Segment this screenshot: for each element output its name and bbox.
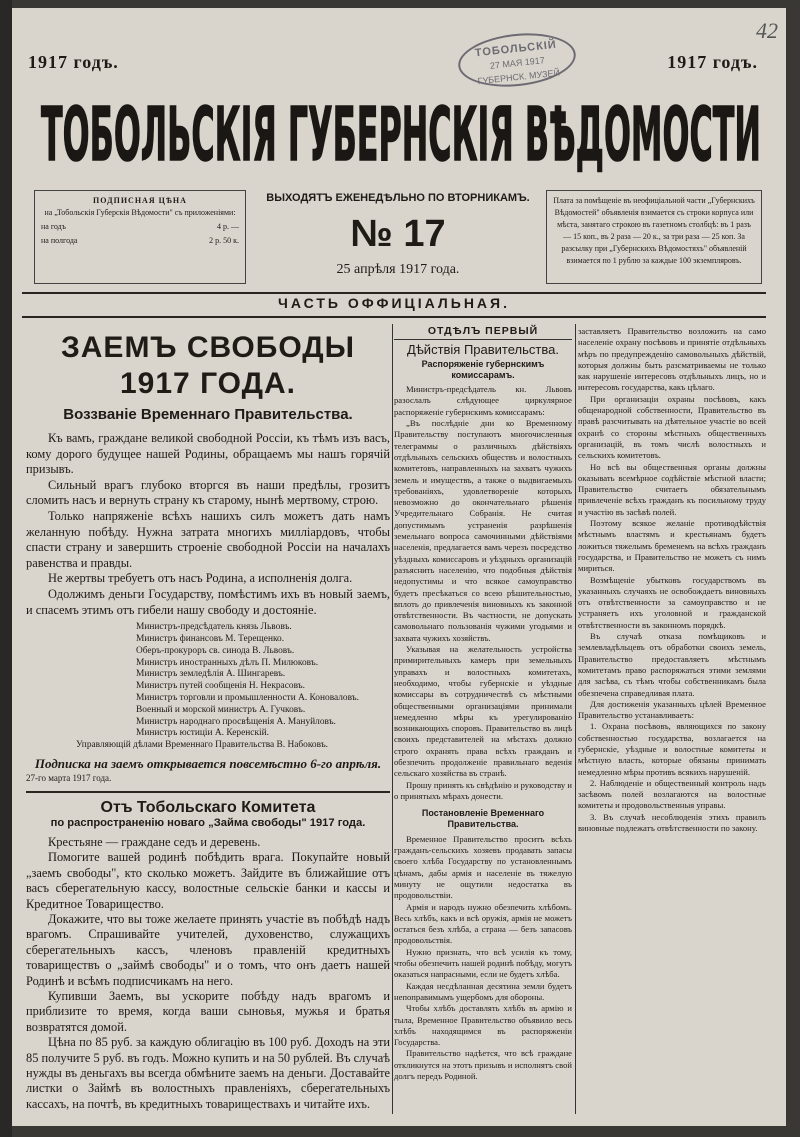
- page-edge: [0, 0, 12, 1137]
- price-value: 4 р. —: [217, 222, 239, 231]
- loan-paragraph: Сильный врагъ глубоко вторгся въ наши предѣлы, грозитъ сломить насъ и вернуть страну къ старому, нынѣ мертвому, строю.: [26, 477, 390, 508]
- decree-paragraph: Армія и народъ нужно обезпечить хлѣбомъ. Весь хлѣбъ, какъ и всѣ оружія, армія не можетъ остаться безъ хлѣба, а страна — безъ запасовъ продовольствія.: [394, 901, 572, 946]
- order-title: Распоряженіе губернскимъ комиссарамъ.: [421, 358, 545, 380]
- subscription-opening-note: Подписка на заемъ открывается повсемѣстно 6-го апрѣля.: [34, 755, 382, 771]
- minister-signature: Министръ путей сообщенія Н. Некрасовъ.: [136, 681, 305, 692]
- year-left: 1917 годъ.: [28, 52, 119, 72]
- committee-paragraph: Купивши Заемъ, вы ускорите побѣду надъ врагомъ и приблизите то время, когда ваши сыновья, мужья и братья возвратятся домой.: [26, 988, 390, 1034]
- article-paragraph: 1. Охрана посѣвовъ, являющихся по закону собственностью государства, возлагается на губернскіе, уѣздные и волостные комитеты и мѣстную власть, которые обязаны принимать немедленно мѣры противъ всякихъ нарушеній.: [578, 721, 766, 777]
- appeal-heading: Воззваніе Временнаго Правительства.: [63, 406, 353, 423]
- minister-signature: Министръ юстиціи А. Керенскій.: [136, 728, 269, 739]
- continuation-column: [578, 326, 766, 834]
- committee-subtitle: по распространенію новаго „Займа свободы" 1917 года.: [50, 816, 366, 829]
- article-paragraph: 3. Въ случаѣ несоблюденія этихъ правилъ виновные подлежатъ отвѣтственности по закону.: [578, 811, 766, 834]
- article-paragraph: Поэтому всякое желаніе противодѣйствія мѣстнымъ властямъ и крестьянамъ будетъ ложиться тяжелымъ бременемъ на всѣхъ гражданъ государства, и Правительство не можетъ съ нимъ мириться.: [578, 518, 766, 574]
- appeal-date: 27-го марта 1917 года.: [26, 772, 112, 783]
- minister-signature: Министръ торговли и промышленности А. Коноваловъ.: [136, 692, 359, 703]
- committee-paragraph: Докажите, что вы тоже желаете принять участіе въ побѣдѣ надъ врагомъ. Спрашивайте учителей, духовенство, служащихъ сберегательныхъ кассъ, членовъ правленій кредитныхъ товариществъ о „займѣ свободы" и о томъ, что онъ даетъ нашей Родинѣ и всѣмъ подписчикамъ на него.: [26, 911, 390, 988]
- committee-paragraph: Помогите вашей родинѣ побѣдить врага. Покупайте новый „заемъ свободы", кто сколько можетъ. Зайдите въ ближайшие отъ васъ сберегательную кассу, волостные сельскіе банки и кассы и Кредитное Товарищество.: [26, 850, 390, 911]
- official-part-heading: ЧАСТЬ ОФФИЦІАЛЬНАЯ.: [278, 295, 510, 311]
- article-paragraph: заставляетъ Правительство возложить на само населеніе охрану посѣвовъ и принятіе отдѣльныхъ мѣръ по предупрежденію самовольныхъ дѣйствій, которыя должны быть разсматриваемы не только как нарушеніе интересовъ отдѣльныхъ лицъ, но и интересовъ государства, какъ цѣлаго.: [578, 326, 766, 393]
- article-paragraph: Въ случаѣ отказа помѣщиковъ и землевладѣльцевъ отъ обработки своихъ земель, Правительство предоставляетъ мѣстнымъ комитетамъ право распоряжаться этими землями для засѣва, съ тѣмъ чтобы собственникамъ была обезпечена справедливая плата.: [578, 631, 766, 698]
- subscription-box: [34, 190, 246, 284]
- price-label: на годъ: [41, 222, 66, 231]
- committee-title: Отъ Тобольскаго Комитета: [100, 798, 316, 816]
- article-paragraph: Возмѣщеніе убытковъ государствомъ въ указанныхъ случаяхъ не освобождаетъ виновныхъ отъ отвѣтственности за самоуправство и не устраняетъ ихъ уголовной и гражданской отвѣтственности въ законномъ порядкѣ.: [578, 574, 766, 630]
- committee-paragraph: Крестьяне — граждане седъ и деревень.: [48, 834, 261, 849]
- price-row-half: [41, 235, 239, 247]
- article-paragraph: При организаціи охраны посѣвовъ, какъ общенародной собственности, Правительство въ правѣ разсчитывать на дѣятельное участіе во всей охранѣ со стороны мѣстныхъ общественныхъ организацій, въ томъ числѣ волостныхъ и сельскихъ комитетовъ.: [578, 393, 766, 461]
- decree-paragraph: Чтобы хлѣбъ доставлять хлѣбъ въ армію и тыла, Временное Правительство объявило весь хлѣбъ находящимся въ распоряженіи Государства.: [394, 1003, 572, 1048]
- stamp-line-3: ГУБЕРНСК. МУЗЕЙ: [477, 67, 561, 87]
- loan-paragraph: Одолжимъ деньги Государству, помѣстимъ ихъ въ новый заемъ, и спасемъ этимъ отъ гибели нашу свободу и достояніе.: [26, 586, 390, 617]
- issue-number: № 17: [350, 213, 446, 255]
- archive-number: 42: [756, 18, 778, 43]
- committee-paragraph: Цѣна по 85 руб. за каждую облигацію въ 100 руб. Доходъ на эти 85 получите 5 руб. въ годъ. Можно купить и на 50 рублей. Въ случаѣ нужды въ деньгахъ вы всегда обмѣните заемъ на деньги. Доставайте листки о Займѣ въ волостныхъ правленіяхъ, сберегательныхъ кассахъ, на почтѣ, въ кредитныхъ товариществахъ и читайте ихъ.: [26, 1035, 390, 1111]
- publication-schedule: ВЫХОДЯТЪ ЕЖЕНЕДѢЛЬНО ПО ВТОРНИКАМЪ.: [266, 192, 530, 204]
- decree-paragraph: Каждая несдѣланная десятина земли будетъ непоправимымъ ущербомъ для обороны.: [394, 980, 572, 1002]
- article-paragraph: Но всѣ вы общественныя органы должны оказывать всемѣрное содѣйствіе мѣстной власти; Правительство считаетъ обязательнымъ привлеченіе всѣхъ гражданъ къ посильному труду и участію въ засѣвѣ полей.: [578, 461, 766, 517]
- minister-signature: Министръ иностранныхъ дѣлъ П. Милюковъ.: [136, 657, 319, 668]
- ads-rates-box: Плата за помѣщеніе въ неофиціальной части „Губернскихъ Вѣдомостей" объявленія взимается съ строки корпуса или мѣста, занятаго строкою въ газетномъ столбцѣ: въ 1 разъ — 15 коп., въ 2 раза — 20 к., за три раза — 25 коп. За разсылку при „Губернскихъ Вѣдомостяхъ" объявленій взимается по 1 рублю за каждые 100 экземпляровъ.: [546, 190, 762, 284]
- loan-column: [26, 326, 390, 1112]
- loan-paragraph: Къ вамъ, граждане великой свободной Россіи, къ тѣмъ изъ васъ, кому дорого будущее нашей Родины, обращаемъ мы нашъ горячій призывъ.: [26, 431, 390, 477]
- price-value: 2 р. 50 к.: [209, 236, 239, 245]
- article-paragraph: Указывая на желательность устройства примирительныхъ камеръ при земельныхъ управахъ и волостныхъ комитетахъ, необходимо, чтобы губернскіе и уѣздные комиссары въ сотрудничествѣ съ мѣстными общественными организаціями принимали немедленно мѣры къ урегулированію возникающихъ споровъ. Правительство въ лицѣ своихъ представителей на мѣстахъ должно строго охранять права всѣхъ гражданъ и обезпечить продолженіе правильнаго веденія сельскаго хозяйства въ странѣ.: [394, 644, 572, 779]
- article-paragraph: „Въ послѣдніе дни ко Временному Правительству поступаютъ многочисленныя телеграммы о различныхъ дѣйствіяхъ отдѣльныхъ сельскихъ обществъ и волостныхъ комитетовъ, направленныхъ на захватъ чужихъ земель и имуществъ, а также о выдвигаемыхъ требованіяхъ, удовлетвореніе которыхъ невозможно до окончательнаго рѣшенія Учредительнаго Собранія. Не считая допустимымъ устраненія разрѣшенія земельнаго вопроса самочинными дѣйствіями населенія, предлагается вамъ черезъ посредство уѣздныхъ комиссаровъ и уѣздныхъ организацій разъяснить населенію, что подобныя дѣйствія недопустимы и что всякое самоуправство будетъ пресѣкаться со всею рѣшительностью, вплоть до привлеченія виновныхъ къ законной отвѣтственности. Въ частности, не допускать самовольнаго пользованія чужими угодьями и захвата чужихъ хозяйствъ.: [394, 418, 572, 643]
- price-label: на полгода: [41, 236, 78, 245]
- stamp-line-1: ТОБОЛЬСКІЙ: [474, 38, 558, 60]
- column-rule: [392, 324, 393, 1114]
- decree-paragraph: Нужно признать, что всѣ усилія къ тому, чтобы обезпечить нашей родинѣ побѣду, могутъ оказаться напрасными, если не будетъ хлѣба.: [394, 946, 572, 980]
- year-right: 1917 годъ.: [667, 52, 758, 72]
- minister-signature: Оберъ-прокуроръ св. синода В. Львовъ.: [136, 645, 295, 656]
- section-heading: Дѣйствія Правительства.: [407, 342, 559, 358]
- newspaper-page: [12, 8, 786, 1126]
- stamp-line-2: 27 МАЯ 1917: [489, 55, 546, 71]
- article-paragraph: Прошу принять къ свѣдѣнію и руководству и о принятыхъ мѣрахъ донести.: [394, 779, 572, 801]
- subscription-line: на „Тобольскія Губерскія Вѣдомости" съ приложеніями:: [44, 208, 236, 217]
- section-divider: [26, 791, 390, 793]
- article-paragraph: Министръ-предсѣдатель кн. Львовъ разослалъ слѣдующее циркулярное распоряженіе губернскимъ комиссарамъ:: [394, 384, 572, 417]
- decree-paragraph: Временное Правительство проситъ всѣхъ гражданъ-сельскихъ хозяевъ продавать запасы своего хлѣба Государству по установленнымъ цѣнамъ, дабы армія и населеніе въ тяжелую минуту не ощутили недостатка въ продовольствіи.: [394, 833, 572, 901]
- issue-date: 25 апрѣля 1917 года.: [336, 262, 460, 277]
- minister-signature: Министръ земледѣлія А. Шингаревъ.: [136, 669, 286, 680]
- department-heading: ОТДѢЛЪ ПЕРВЫЙ: [394, 326, 572, 340]
- loan-paragraph: Только напряженіе всѣхъ нашихъ силъ можетъ дать намъ желанную побѣду. Нужна затрата многихъ милліардовъ, чтобы спасти страну и завершить строеніе свободной Россіи на началахъ равенства и правды.: [26, 508, 390, 570]
- column-rule: [575, 324, 576, 1114]
- subscription-title: ПОДПИСНАЯ ЦѢНА: [93, 196, 187, 205]
- divider: [22, 292, 766, 294]
- masthead-title: [36, 76, 766, 178]
- article-paragraph: 2. Наблюденіе и общественный контроль надъ засѣвомъ полей возлагаются на волостные комитеты и продовольственныя управы.: [578, 777, 766, 811]
- loan-title: ЗАЕМЪ СВОБОДЫ 1917 ГОДА.: [60, 331, 356, 400]
- decree-paragraph: Правительство надѣется, что всѣ граждане откликнутся на этотъ призывъ и исполнятъ свой долгъ передъ Родиной.: [394, 1048, 572, 1081]
- article-paragraph: Для достиженія указанныхъ цѣлей Временное Правительство устанавливаетъ:: [578, 698, 766, 721]
- ministers-list: [76, 622, 390, 752]
- price-row-year: [41, 221, 239, 233]
- minister-signature: Министръ-предсѣдатель князь Львовъ.: [136, 622, 292, 633]
- masthead-text: ТОБОЛЬСКІЯ ГУБЕРНСКІЯ ВѢДОМОСТИ: [41, 92, 761, 178]
- minister-signature: Министръ финансовъ М. Терещенко.: [136, 633, 285, 644]
- minister-signature: Управляющій дѣлами Временнаго Правительства В. Набоковъ.: [76, 740, 329, 751]
- divider: [22, 316, 766, 318]
- minister-signature: Министръ народнаго просвѣщенія А. Мануйловъ.: [136, 716, 336, 727]
- minister-signature: Военный и морской министръ А. Гучковъ.: [136, 704, 306, 715]
- loan-paragraph: Не жертвы требуетъ отъ насъ Родина, а исполненія долга.: [48, 571, 353, 586]
- government-actions-column: [394, 326, 572, 1082]
- decree-title: Постановленіе Временнаго Правительства.: [421, 808, 545, 830]
